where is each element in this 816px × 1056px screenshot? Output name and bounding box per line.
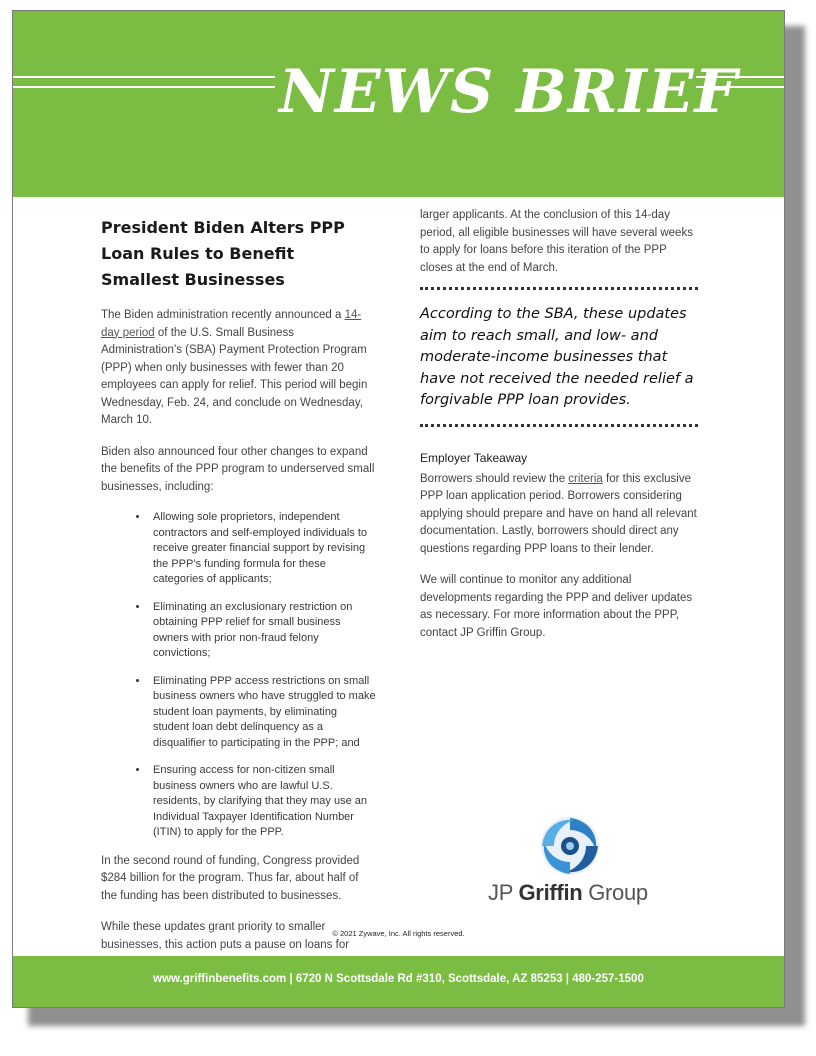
list-item: • Eliminating PPP access restrictions on small business owners who have struggled to make student loan payments, by eliminating student loan debt delinquency as a disqualifier to participating in the PPP; and <box>149 674 376 752</box>
logo-prefix: JP <box>488 880 519 905</box>
intro-text-continued: of the U.S. Small Business Administration’s (SBA) Payment Protection Program (PPP) when only businesses with fewer than 20 employees can apply for relief. This period will begin Wednesday, Feb. 24, and conclude on Wednesday, March 10. <box>101 326 368 426</box>
continued-paragraph: larger applicants. At the conclusion of this 14-day period, all eligible businesses will have several weeks to apply for loans before this iteration of the PPP closes at the end of March. <box>420 209 693 274</box>
dotted-divider-bottom <box>420 424 698 427</box>
intro-paragraph <box>101 307 376 430</box>
takeaway-text: Borrowers should review the <box>420 472 569 485</box>
article-headline: President Biden Alters PPP Loan Rules to Benefit Smallest Businesses <box>101 218 345 289</box>
takeaway-text-continued: for this exclusive PPP loan application period. Borrowers considering applying should prepare and have on hand all relevant documentation. Lastly, borrowers should direct any questions regarding PPP loans to their lender. <box>420 472 697 555</box>
changes-list <box>101 510 376 841</box>
swirl-logo-icon <box>540 816 600 876</box>
banner-rule-top-left <box>13 76 275 78</box>
funding-paragraph: In the second round of funding, Congress provided $284 billion for the program. Thus far, about half of the funding has been distributed to businesses. <box>101 854 360 902</box>
footer-bar <box>13 956 784 1007</box>
logo-suffix: Group <box>582 880 648 905</box>
banner-rule-bottom-left <box>13 86 275 88</box>
footer-contact-info: www.griffinbenefits.com | 6720 N Scottsdale Rd #310, Scottsdale, AZ 85253 | 480-257-1500 <box>153 973 644 985</box>
document-page <box>12 10 785 1008</box>
logo-bold: Griffin <box>518 880 583 905</box>
monitor-paragraph: We will continue to monitor any additional developments regarding the PPP and deliver updates as necessary. For more information about the PPP, contact JP Griffin Group. <box>420 574 693 639</box>
takeaway-paragraph <box>420 471 700 559</box>
left-column <box>101 207 376 968</box>
logo-wordmark <box>488 880 688 906</box>
dotted-divider-top <box>420 287 698 290</box>
list-item: • Eliminating an exclusionary restriction on obtaining PPP relief for small business owners with prior non-fraud felony convictions; <box>149 600 376 662</box>
header-banner <box>13 11 784 197</box>
right-column <box>420 207 700 656</box>
banner-title: NEWS BRIEF <box>279 57 739 127</box>
fourteen-day-period-link[interactable]: 14-day period <box>101 309 362 339</box>
copyright-notice: © 2021 Zywave, Inc. All rights reserved. <box>332 929 465 938</box>
pause-paragraph: While these updates grant priority to smaller businesses, this action puts a pause on loans for <box>101 921 350 951</box>
employer-takeaway-heading: Employer Takeaway <box>420 450 528 465</box>
intro-text: The Biden administration recently announced a <box>101 309 345 321</box>
criteria-link[interactable]: criteria <box>568 472 603 485</box>
list-item: • Ensuring access for non-citizen small business owners who are lawful U.S. residents, by clarifying that they may use an Individual Taxpayer Identification Number (ITIN) to apply for the PPP. <box>149 763 376 841</box>
pull-quote: According to the SBA, these updates aim to reach small, and low- and moderate-income businesses that have not received the needed relief a forgivable PPP loan provides. <box>420 306 694 408</box>
list-item: • Allowing sole proprietors, independent contractors and self-employed individuals to receive greater financial support by revising the PPP’s funding formula for these categories of applicants; <box>149 510 376 588</box>
company-logo <box>488 816 688 916</box>
changes-paragraph: Biden also announced four other changes to expand the benefits of the PPP program to underserved small businesses, including: <box>101 445 375 493</box>
